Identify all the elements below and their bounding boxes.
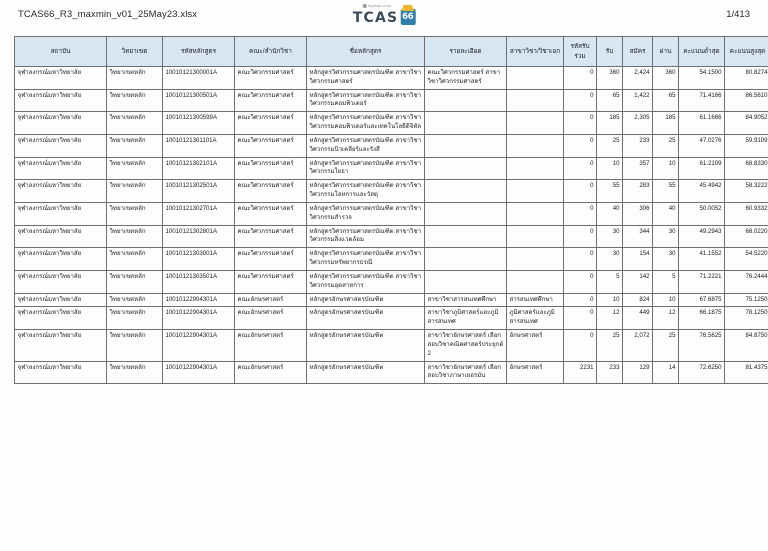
cell-code: 10010122904301A xyxy=(163,307,235,330)
cell-code: 10010121302801A xyxy=(163,225,235,248)
cell-program: หลักสูตรอักษรศาสตรบัณฑิต xyxy=(307,307,425,330)
cell-campus: วิทยาเขตหลัก xyxy=(107,112,163,135)
cell-campus: วิทยาเขตหลัก xyxy=(107,134,163,157)
column-header-2: รหัสหลักสูตร xyxy=(163,37,235,67)
cell-faculty: คณะอักษรศาสตร์ xyxy=(235,330,307,361)
table-row xyxy=(15,157,768,180)
cell-detail xyxy=(425,180,507,203)
logo-badge-number: 66 xyxy=(402,11,414,22)
cell-applicants: 1,422 xyxy=(623,89,653,112)
cell-quota: 30 xyxy=(597,225,623,248)
cell-joint-code: 0 xyxy=(564,270,597,293)
cell-institution: จุฬาลงกรณ์มหาวิทยาลัย xyxy=(15,134,107,157)
cell-quota: 25 xyxy=(597,134,623,157)
cell-joint-code: 0 xyxy=(564,293,597,307)
cell-passed: 10 xyxy=(653,157,679,180)
cell-campus: วิทยาเขตหลัก xyxy=(107,248,163,271)
cell-max-score: 68.0220 xyxy=(725,225,768,248)
cell-max-score: 86.5610 xyxy=(725,89,768,112)
cell-institution: จุฬาลงกรณ์มหาวิทยาลัย xyxy=(15,225,107,248)
column-header-10: ผ่าน xyxy=(653,37,679,67)
cell-joint-code: 0 xyxy=(564,307,597,330)
column-header-3: คณะ/สำนักวิชา xyxy=(235,37,307,67)
cell-program: หลักสูตรอักษรศาสตรบัณฑิต xyxy=(307,361,425,384)
cell-applicants: 357 xyxy=(623,157,653,180)
cell-applicants: 233 xyxy=(623,134,653,157)
cell-major: อักษรศาสตร์ xyxy=(507,361,564,384)
table-container xyxy=(14,36,768,384)
cell-code: 10010121302501A xyxy=(163,180,235,203)
table-row xyxy=(15,361,768,384)
cell-quota: 30 xyxy=(597,248,623,271)
admission-statistics-table xyxy=(14,36,768,384)
cell-joint-code: 2231 xyxy=(564,361,597,384)
cell-major xyxy=(507,67,564,90)
cell-institution: จุฬาลงกรณ์มหาวิทยาลัย xyxy=(15,361,107,384)
cell-joint-code: 0 xyxy=(564,202,597,225)
cell-min-score: 71.2221 xyxy=(679,270,725,293)
cell-code: 10010121302701A xyxy=(163,202,235,225)
cell-campus: วิทยาเขตหลัก xyxy=(107,180,163,203)
cell-program: หลักสูตรอักษรศาสตรบัณฑิต xyxy=(307,330,425,361)
cell-campus: วิทยาเขตหลัก xyxy=(107,67,163,90)
cell-joint-code: 0 xyxy=(564,67,597,90)
cell-institution: จุฬาลงกรณ์มหาวิทยาลัย xyxy=(15,67,107,90)
cell-quota: 40 xyxy=(597,202,623,225)
table-row xyxy=(15,180,768,203)
cell-quota: 233 xyxy=(597,361,623,384)
cell-faculty: คณะวิศวกรรมศาสตร์ xyxy=(235,202,307,225)
cell-faculty: คณะวิศวกรรมศาสตร์ xyxy=(235,225,307,248)
cell-passed: 25 xyxy=(653,330,679,361)
cell-applicants: 344 xyxy=(623,225,653,248)
cell-passed: 185 xyxy=(653,112,679,135)
table-row xyxy=(15,293,768,307)
cell-major xyxy=(507,112,564,135)
cell-min-score: 45.4942 xyxy=(679,180,725,203)
cell-min-score: 61.1666 xyxy=(679,112,725,135)
cell-code: 10010122904301A xyxy=(163,330,235,361)
cell-quota: 12 xyxy=(597,307,623,330)
cell-min-score: 76.5625 xyxy=(679,330,725,361)
cell-program: หลักสูตรวิศวกรรมศาสตรบัณฑิต สาขาวิชาวิศวกรรมสิ่งแวดล้อม xyxy=(307,225,425,248)
cell-code: 10010122904301A xyxy=(163,361,235,384)
cell-passed: 65 xyxy=(653,89,679,112)
cell-faculty: คณะวิศวกรรมศาสตร์ xyxy=(235,134,307,157)
cell-faculty: คณะวิศวกรรมศาสตร์ xyxy=(235,180,307,203)
cell-max-score: 75.1250 xyxy=(725,293,768,307)
column-header-0: สถาบัน xyxy=(15,37,107,67)
cell-detail xyxy=(425,89,507,112)
cell-institution: จุฬาลงกรณ์มหาวิทยาลัย xyxy=(15,307,107,330)
cell-passed: 12 xyxy=(653,307,679,330)
cell-min-score: 47.0276 xyxy=(679,134,725,157)
cell-quota: 65 xyxy=(597,89,623,112)
column-header-8: รับ xyxy=(597,37,623,67)
cell-passed: 360 xyxy=(653,67,679,90)
cell-detail xyxy=(425,134,507,157)
cell-max-score: 84.9052 xyxy=(725,112,768,135)
cell-passed: 40 xyxy=(653,202,679,225)
cell-institution: จุฬาลงกรณ์มหาวิทยาลัย xyxy=(15,157,107,180)
cell-faculty: คณะอักษรศาสตร์ xyxy=(235,293,307,307)
cell-min-score: 72.6250 xyxy=(679,361,725,384)
cell-faculty: คณะวิศวกรรมศาสตร์ xyxy=(235,248,307,271)
cell-quota: 185 xyxy=(597,112,623,135)
cell-campus: วิทยาเขตหลัก xyxy=(107,270,163,293)
logo-dot-icon xyxy=(363,4,367,8)
cell-joint-code: 0 xyxy=(564,225,597,248)
cell-major xyxy=(507,248,564,271)
cell-max-score: 59.9109 xyxy=(725,134,768,157)
table-row xyxy=(15,330,768,361)
cell-detail xyxy=(425,112,507,135)
cell-program: หลักสูตรวิศวกรรมศาสตรบัณฑิต สาขาวิชาวิศวกรรมอุตสาหการ xyxy=(307,270,425,293)
cell-min-score: 71.4166 xyxy=(679,89,725,112)
table-row xyxy=(15,67,768,90)
cell-max-score: 84.8750 xyxy=(725,330,768,361)
document-header xyxy=(0,0,768,34)
cell-detail: สาขาวิชาอักษรศาสตร์ เลือกสอบวิชาภาษาเยอรมัน xyxy=(425,361,507,384)
cell-detail xyxy=(425,202,507,225)
cell-min-score: 54.1500 xyxy=(679,67,725,90)
cell-quota: 55 xyxy=(597,180,623,203)
cell-detail: สาขาวิชาอักษรศาสตร์ เลือกสอบวิชาคณิตศาสตร์ประยุกต์ 2 xyxy=(425,330,507,361)
column-header-9: สมัคร xyxy=(623,37,653,67)
cell-applicants: 2,305 xyxy=(623,112,653,135)
cell-passed: 5 xyxy=(653,270,679,293)
cell-applicants: 154 xyxy=(623,248,653,271)
cell-quota: 360 xyxy=(597,67,623,90)
cell-code: 10010121303501A xyxy=(163,270,235,293)
cell-applicants: 129 xyxy=(623,361,653,384)
cell-joint-code: 0 xyxy=(564,330,597,361)
cell-joint-code: 0 xyxy=(564,89,597,112)
cell-institution: จุฬาลงกรณ์มหาวิทยาลัย xyxy=(15,248,107,271)
cell-min-score: 66.1875 xyxy=(679,307,725,330)
column-header-1: วิทยาเขต xyxy=(107,37,163,67)
cell-code: 10010121301101A xyxy=(163,134,235,157)
cell-detail xyxy=(425,248,507,271)
cell-joint-code: 0 xyxy=(564,134,597,157)
cell-max-score: 78.1250 xyxy=(725,307,768,330)
cell-detail: สาขาวิชาสารสนเทศศึกษา xyxy=(425,293,507,307)
column-header-5: รายละเอียด xyxy=(425,37,507,67)
cell-program: หลักสูตรวิศวกรรมศาสตรบัณฑิต สาขาวิชาวิศวกรรมคอมพิวเตอร์ xyxy=(307,89,425,112)
table-header-row xyxy=(15,37,768,67)
cell-program: หลักสูตรวิศวกรรมศาสตรบัณฑิต สาขาวิชาวิศวกรรมนิวเคลียร์และรังสี xyxy=(307,134,425,157)
cell-campus: วิทยาเขตหลัก xyxy=(107,202,163,225)
cell-program: หลักสูตรวิศวกรรมศาสตรบัณฑิต สาขาวิชาวิศวกรรมโยธา xyxy=(307,157,425,180)
table-body xyxy=(15,67,768,384)
cell-major xyxy=(507,134,564,157)
cell-min-score: 49.2943 xyxy=(679,225,725,248)
cell-applicants: 2,424 xyxy=(623,67,653,90)
cell-institution: จุฬาลงกรณ์มหาวิทยาลัย xyxy=(15,330,107,361)
cell-program: หลักสูตรวิศวกรรมศาสตรบัณฑิต สาขาวิชาวิศวกรรมคอมพิวเตอร์และเทคโนโลยีดิจิทัล xyxy=(307,112,425,135)
cell-campus: วิทยาเขตหลัก xyxy=(107,89,163,112)
cell-min-score: 50.0052 xyxy=(679,202,725,225)
cell-applicants: 449 xyxy=(623,307,653,330)
cell-major: อักษรศาสตร์ xyxy=(507,330,564,361)
cell-max-score: 81.4375 xyxy=(725,361,768,384)
cell-program: หลักสูตรอักษรศาสตรบัณฑิต xyxy=(307,293,425,307)
cell-major xyxy=(507,180,564,203)
logo-wordmark: TCAS xyxy=(352,10,399,26)
cell-min-score: 61.2109 xyxy=(679,157,725,180)
logo-domain-text xyxy=(363,4,391,8)
cell-passed: 14 xyxy=(653,361,679,384)
column-header-7: รหัสรับร่วม xyxy=(564,37,597,67)
cell-code: 10010121300501A xyxy=(163,89,235,112)
cell-applicants: 306 xyxy=(623,202,653,225)
column-header-6: สาขาวิชา/วิชาเอก xyxy=(507,37,564,67)
cell-faculty: คณะวิศวกรรมศาสตร์ xyxy=(235,157,307,180)
cell-joint-code: 0 xyxy=(564,112,597,135)
cell-campus: วิทยาเขตหลัก xyxy=(107,330,163,361)
cell-detail xyxy=(425,270,507,293)
cell-major xyxy=(507,157,564,180)
table-row xyxy=(15,248,768,271)
cell-passed: 10 xyxy=(653,293,679,307)
cell-faculty: คณะอักษรศาสตร์ xyxy=(235,307,307,330)
cell-campus: วิทยาเขตหลัก xyxy=(107,361,163,384)
logo-domain-label: mytcas.com xyxy=(367,3,392,8)
table-row xyxy=(15,307,768,330)
cell-code: 10010121300599A xyxy=(163,112,235,135)
cell-program: หลักสูตรวิศวกรรมศาสตรบัณฑิต สาขาวิชาวิศวกรรมสำรวจ xyxy=(307,202,425,225)
cell-institution: จุฬาลงกรณ์มหาวิทยาลัย xyxy=(15,112,107,135)
tcas-logo xyxy=(353,4,416,25)
cell-faculty: คณะวิศวกรรมศาสตร์ xyxy=(235,112,307,135)
cell-max-score: 76.2444 xyxy=(725,270,768,293)
cell-joint-code: 0 xyxy=(564,248,597,271)
table-row xyxy=(15,202,768,225)
cell-applicants: 824 xyxy=(623,293,653,307)
cell-faculty: คณะวิศวกรรมศาสตร์ xyxy=(235,89,307,112)
logo-badge-icon xyxy=(400,9,415,25)
cell-min-score: 67.6875 xyxy=(679,293,725,307)
cell-passed: 55 xyxy=(653,180,679,203)
cell-faculty: คณะวิศวกรรมศาสตร์ xyxy=(235,270,307,293)
cell-faculty: คณะอักษรศาสตร์ xyxy=(235,361,307,384)
cell-campus: วิทยาเขตหลัก xyxy=(107,307,163,330)
cell-code: 10010121300001A xyxy=(163,67,235,90)
column-header-4: ชื่อหลักสูตร xyxy=(307,37,425,67)
cell-major xyxy=(507,225,564,248)
cell-major xyxy=(507,202,564,225)
cell-quota: 10 xyxy=(597,293,623,307)
cell-institution: จุฬาลงกรณ์มหาวิทยาลัย xyxy=(15,270,107,293)
cell-institution: จุฬาลงกรณ์มหาวิทยาลัย xyxy=(15,202,107,225)
cell-quota: 5 xyxy=(597,270,623,293)
cell-campus: วิทยาเขตหลัก xyxy=(107,293,163,307)
column-header-12: คะแนนสูงสุด xyxy=(725,37,768,67)
cell-code: 10010121303001A xyxy=(163,248,235,271)
cell-applicants: 283 xyxy=(623,180,653,203)
cell-major xyxy=(507,270,564,293)
cell-min-score: 41.1552 xyxy=(679,248,725,271)
cell-max-score: 60.9332 xyxy=(725,202,768,225)
cell-detail: สาขาวิชาภูมิศาสตร์และภูมิสารสนเทศ xyxy=(425,307,507,330)
cell-institution: จุฬาลงกรณ์มหาวิทยาลัย xyxy=(15,180,107,203)
cell-quota: 25 xyxy=(597,330,623,361)
cell-major xyxy=(507,89,564,112)
cell-applicants: 142 xyxy=(623,270,653,293)
table-row xyxy=(15,225,768,248)
cell-detail xyxy=(425,225,507,248)
cell-program: หลักสูตรวิศวกรรมศาสตรบัณฑิต สาขาวิชาวิศวกรรมโลหการและวัสดุ xyxy=(307,180,425,203)
table-row xyxy=(15,270,768,293)
cell-max-score: 80.8274 xyxy=(725,67,768,90)
cell-major: สารสนเทศศึกษา xyxy=(507,293,564,307)
cell-program: หลักสูตรวิศวกรรมศาสตรบัณฑิต สาขาวิชาวิศวกรรมทรัพยากรธรณี xyxy=(307,248,425,271)
cell-detail xyxy=(425,157,507,180)
page-indicator: 1/413 xyxy=(726,9,750,20)
cell-faculty: คณะวิศวกรรมศาสตร์ xyxy=(235,67,307,90)
cell-max-score: 58.3222 xyxy=(725,180,768,203)
cell-code: 10010121302101A xyxy=(163,157,235,180)
cell-applicants: 2,072 xyxy=(623,330,653,361)
cell-joint-code: 0 xyxy=(564,157,597,180)
table-row xyxy=(15,89,768,112)
cell-institution: จุฬาลงกรณ์มหาวิทยาลัย xyxy=(15,89,107,112)
cell-max-score: 54.5220 xyxy=(725,248,768,271)
table-row xyxy=(15,134,768,157)
cell-detail: คณะวิศวกรรมศาสตร์ สาขาวิชาวิศวกรรมศาสตร์ xyxy=(425,67,507,90)
cell-quota: 10 xyxy=(597,157,623,180)
table-row xyxy=(15,112,768,135)
cell-joint-code: 0 xyxy=(564,180,597,203)
cell-institution: จุฬาลงกรณ์มหาวิทยาลัย xyxy=(15,293,107,307)
cell-campus: วิทยาเขตหลัก xyxy=(107,157,163,180)
cell-max-score: 68.8330 xyxy=(725,157,768,180)
cell-passed: 30 xyxy=(653,248,679,271)
cell-major: ภูมิศาสตร์และภูมิสารสนเทศ xyxy=(507,307,564,330)
document-filename: TCAS66_R3_maxmin_v01_25May23.xlsx xyxy=(18,9,198,20)
cell-code: 10010122904301A xyxy=(163,293,235,307)
cell-campus: วิทยาเขตหลัก xyxy=(107,225,163,248)
cell-passed: 25 xyxy=(653,134,679,157)
logo-mark xyxy=(353,9,416,25)
column-header-11: คะแนนต่ำสุด xyxy=(679,37,725,67)
cell-program: หลักสูตรวิศวกรรมศาสตรบัณฑิต สาขาวิชาวิศวกรรมศาสตร์ xyxy=(307,67,425,90)
cell-passed: 30 xyxy=(653,225,679,248)
